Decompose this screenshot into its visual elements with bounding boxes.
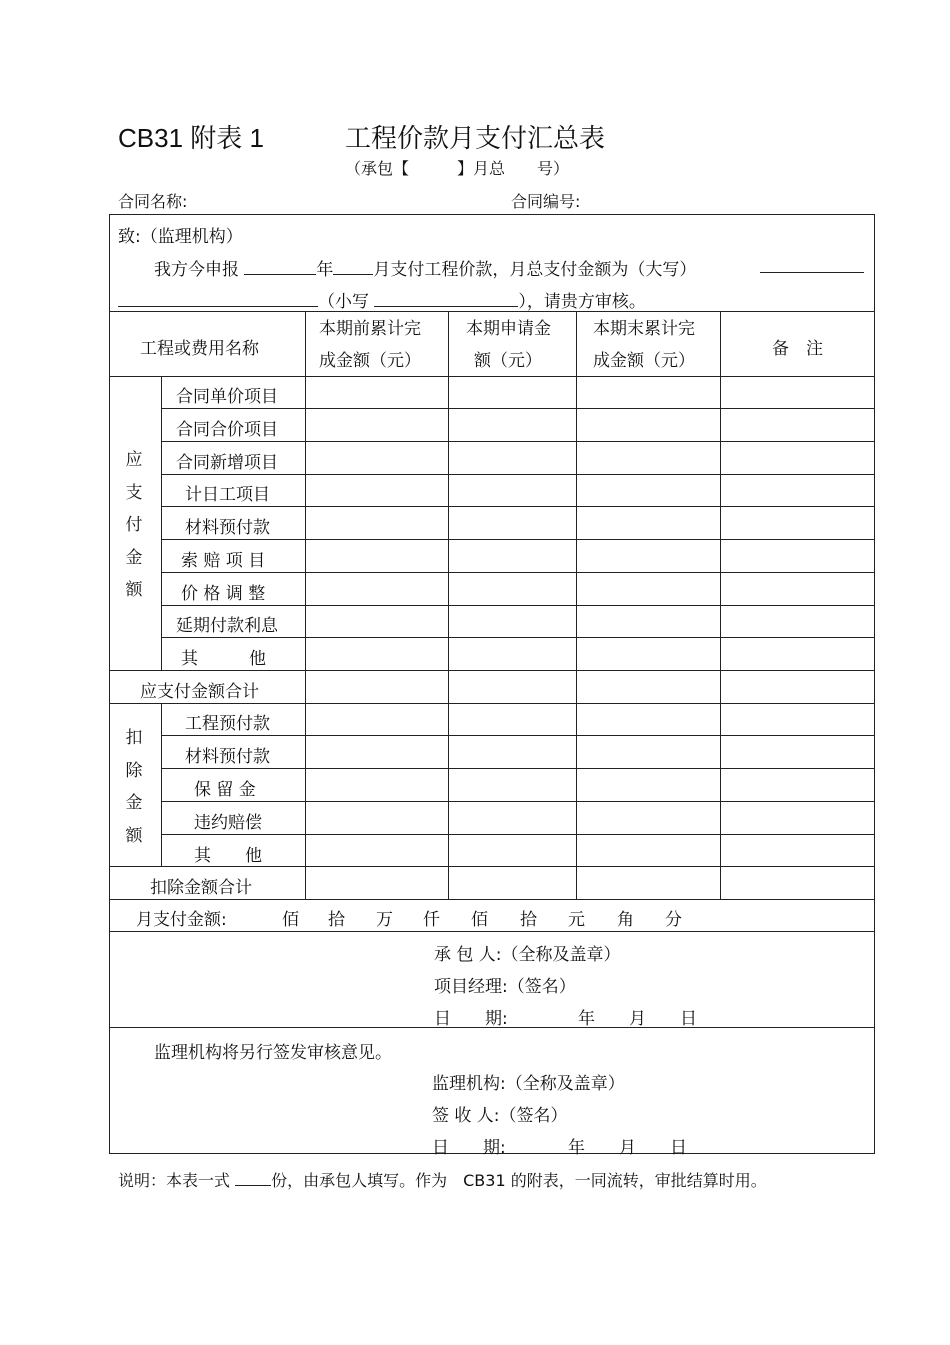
form-code: CB31 附表 1 bbox=[118, 123, 264, 153]
payable-group-label: 应支付金额 bbox=[125, 450, 143, 600]
col-header-name: 工程或费用名称 bbox=[140, 339, 259, 359]
payable-item: 价 格 调 整 bbox=[181, 584, 266, 604]
col-header-current bbox=[466, 313, 551, 377]
monthly-amount-label: 月支付金额: bbox=[136, 910, 227, 930]
amount-uppercase-blank-2[interactable] bbox=[118, 291, 318, 307]
deduct-item: 材料预付款 bbox=[185, 747, 270, 767]
deduct-group-label: 扣除金额 bbox=[125, 728, 143, 846]
col-header-end-2: 成金额（元） bbox=[593, 351, 695, 371]
supervisor-notice: 监理机构将另行签发审核意见。 bbox=[154, 1043, 392, 1063]
deduct-item: 其 他 bbox=[194, 846, 262, 866]
intro-text-e: ），请贵方审核。 bbox=[518, 292, 646, 312]
col-header-prev bbox=[319, 313, 421, 377]
unit-bai: 佰 bbox=[282, 910, 299, 930]
unit-shi: 拾 bbox=[328, 910, 345, 930]
unit-bai-2: 佰 bbox=[471, 910, 488, 930]
col-header-current-2: 额（元） bbox=[474, 351, 542, 371]
intro-text-b: 年 bbox=[316, 260, 334, 280]
payable-item: 合同单价项目 bbox=[176, 387, 278, 407]
contractor-date-fields: 年 月 日 bbox=[578, 1009, 697, 1029]
unit-yuan: 元 bbox=[568, 910, 585, 930]
payable-item: 合同合价项目 bbox=[176, 420, 278, 440]
col-header-remark: 备 注 bbox=[772, 339, 823, 359]
unit-wan: 万 bbox=[376, 910, 393, 930]
col-header-end bbox=[593, 313, 695, 377]
payable-item: 合同新增项目 bbox=[176, 453, 278, 473]
page-title: 工程价款月支付汇总表 bbox=[345, 124, 606, 154]
intro-text-d: （小写 bbox=[318, 292, 369, 312]
supervisor-line: 监理机构:（全称及盖章） bbox=[432, 1074, 625, 1094]
contract-name-label: 合同名称: bbox=[118, 192, 188, 211]
deduct-item: 工程预付款 bbox=[185, 714, 270, 734]
deduct-item: 保 留 金 bbox=[194, 780, 256, 800]
payable-item: 计日工项目 bbox=[185, 485, 270, 505]
footnote-b: 份，由承包人填写。作为 CB31 的附表，一同流转，审批结算时用。 bbox=[271, 1171, 767, 1190]
contractor-line: 承 包 人:（全称及盖章） bbox=[434, 945, 621, 965]
amount-uppercase-blank[interactable] bbox=[760, 257, 864, 273]
contract-no-label: 合同编号: bbox=[511, 192, 581, 211]
intro-line-1 bbox=[154, 255, 696, 280]
supervisor-date-fields: 年 月 日 bbox=[568, 1138, 687, 1158]
payable-item: 延期付款利息 bbox=[176, 616, 278, 636]
footnote bbox=[118, 1165, 818, 1197]
col-header-prev-2: 成金额（元） bbox=[319, 351, 421, 371]
addressee: 致:（监理机构） bbox=[118, 227, 243, 247]
unit-qian: 仟 bbox=[423, 910, 440, 930]
subtitle: （承包【 】月总 号） bbox=[345, 159, 570, 178]
payable-total-label: 应支付金额合计 bbox=[140, 682, 259, 702]
intro-text-a: 我方今申报 bbox=[154, 260, 239, 280]
contractor-date-label: 日 期: bbox=[434, 1009, 508, 1029]
month-blank[interactable] bbox=[333, 259, 373, 275]
unit-jiao: 角 bbox=[617, 910, 634, 930]
deduct-item: 违约赔偿 bbox=[194, 813, 262, 833]
col-header-current-1: 本期申请金 bbox=[466, 319, 551, 339]
copies-blank[interactable] bbox=[235, 1170, 271, 1186]
intro-text-c: 月支付工程价款，月总支付金额为（大写） bbox=[373, 260, 697, 280]
footnote-a: 说明：本表一式 bbox=[118, 1171, 231, 1190]
amount-lowercase-blank[interactable] bbox=[374, 291, 518, 307]
manager-line: 项目经理:（签名） bbox=[434, 977, 576, 997]
payable-item: 索 赔 项 目 bbox=[181, 551, 266, 571]
col-header-prev-1: 本期前累计完 bbox=[319, 319, 421, 339]
intro-line-2 bbox=[118, 287, 646, 312]
receiver-line: 签 收 人:（签名） bbox=[432, 1106, 568, 1126]
supervisor-date-label: 日 期: bbox=[432, 1138, 506, 1158]
year-blank[interactable] bbox=[244, 259, 316, 275]
unit-fen: 分 bbox=[665, 910, 682, 930]
unit-shi-2: 拾 bbox=[520, 910, 537, 930]
deduct-total-label: 扣除金额合计 bbox=[150, 878, 252, 898]
col-header-end-1: 本期末累计完 bbox=[593, 319, 695, 339]
payable-item: 材料预付款 bbox=[185, 518, 270, 538]
payable-item: 其 他 bbox=[181, 649, 266, 669]
